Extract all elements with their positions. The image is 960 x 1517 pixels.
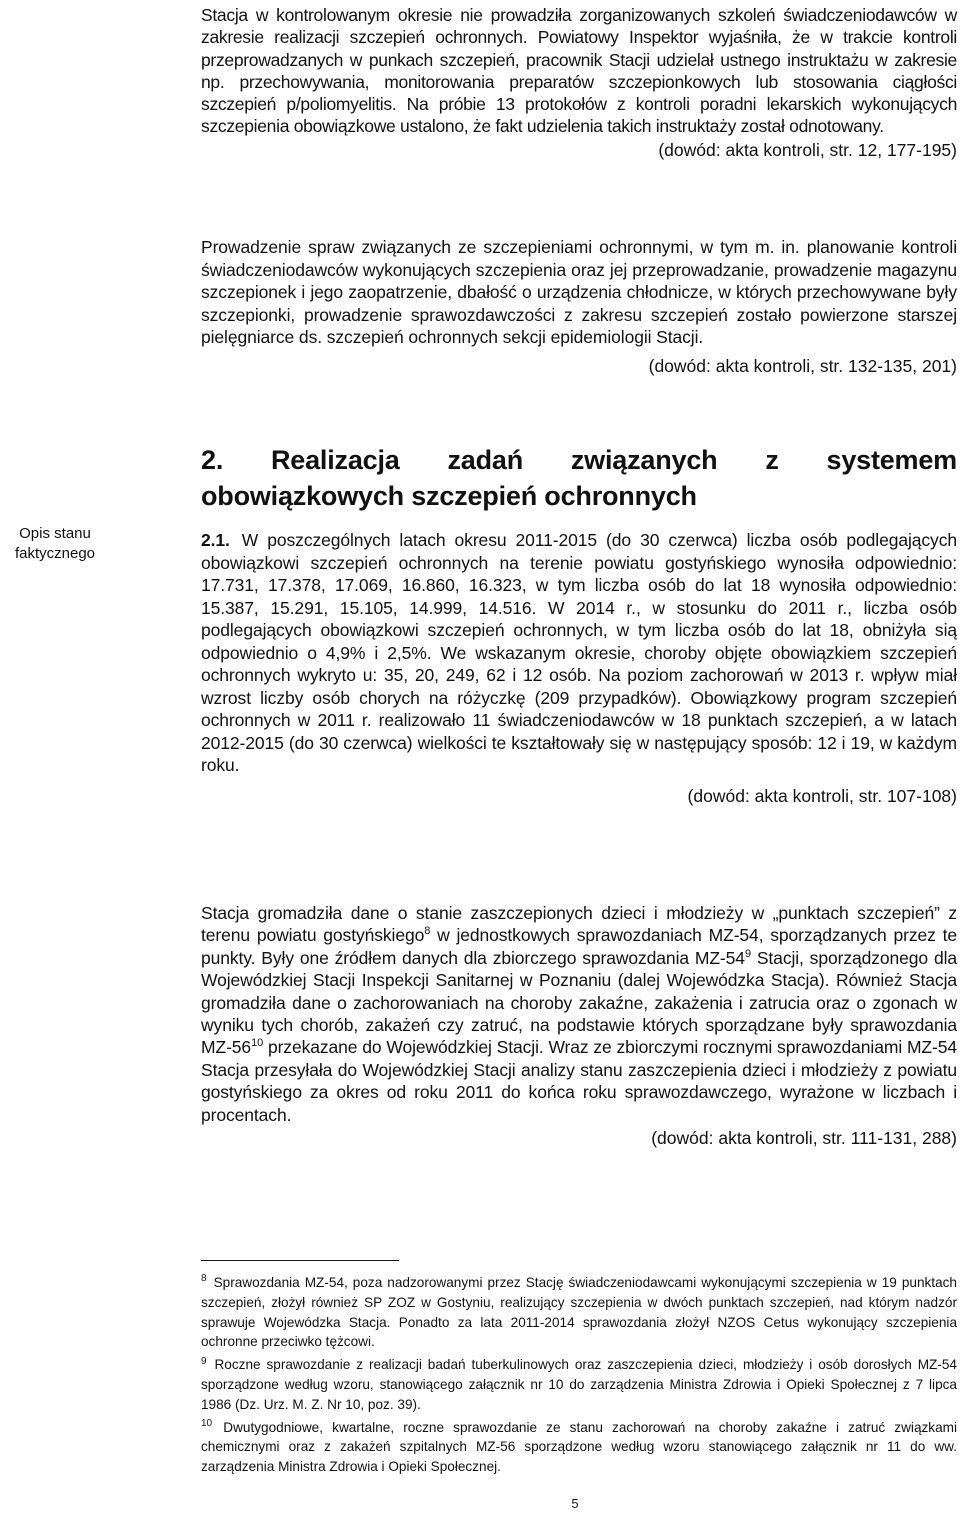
paragraph-body: W poszczególnych latach okresu 2011-2015 (do 30 czerwca) liczba osób podlegających obowiązkowi szczepień ochronnych na terenie powiatu gostyńskiego wynosiła odpowiednio: 17.731, 17.378, 17.069, 16.860, 16.323, w tym liczba osób do lat 18 wynosiła odpowiednio: 15.387, 15.291, 15.105, 14.999, 14.516. W 2014 r., w stosunku do 2011 r., liczba osób podlegających obowiązkowi szczepień ochronnych, w tym liczba osób do lat 18, obniżyła sią odpowiednio o 4,9% i 2,5%. We wskazanym okresie, choroby objęte obowiązkiem szczepień ochronnych wykryto u: 35, 20, 249, 62 i 12 osób. Na poziom zachorowań w 2013 r. wpływ miał wzrost liczby osób chorych na różyczkę (209 przypadków). Obowiązkowy program szczepień ochronnych w 2011 r. realizowało 11 świadczeniodawców w 18 punktach szczepień, a w latach 2012-2015 (do 30 czerwca) wielkości te kształtowały się w następujący sposób: 12 i 19, w każdym roku. xyxy=(201,530,957,775)
footnote-number: 8 xyxy=(201,1273,207,1285)
evidence-reference: (dowód: akta kontroli, str. 111-131, 288) xyxy=(651,1128,957,1149)
footnote-ref-8[interactable]: 8 xyxy=(424,925,431,938)
footnote-number: 9 xyxy=(201,1355,207,1367)
footnote-ref-10[interactable]: 10 xyxy=(251,1037,264,1050)
evidence-reference: (dowód: akta kontroli, str. 107-108) xyxy=(687,785,957,806)
footnote-text: Sprawozdania MZ-54, poza nadzorowanymi przez Stację świadczeniodawcami wykonującymi szczepienia w 19 punktach szczepień, złożył również SP ZOZ w Gostyniu, realizujący szczepienia w dwóch punktach szczepień, nad którym nadzór sprawuje Wojewódzka Stacja. Ponadto za lata 2011-2014 sprawozdania złożył NZOS Cetus wykonujący szczepienia ochronne przeciwko tężcowi. xyxy=(201,1275,957,1350)
sidebar-label xyxy=(0,524,110,564)
footnote-8 xyxy=(201,1273,957,1352)
section-heading-line2: obowiązkowych szczepień ochronnych xyxy=(201,481,697,511)
footnote-ref-9[interactable]: 9 xyxy=(744,947,751,960)
footnote-9 xyxy=(201,1355,957,1414)
footnote-separator xyxy=(201,1260,399,1261)
sidebar-label-line2: faktycznego xyxy=(14,545,96,562)
evidence-reference: (dowód: akta kontroli, str. 12, 177-195) xyxy=(658,139,957,160)
page-number: 5 xyxy=(571,1496,579,1511)
paragraph-part: Stacja gromadziła dane o stanie zaszczepionych dzieci i młodzieży w „punktach szczepień” z terenu powiatu gostyńskiego xyxy=(201,903,957,946)
paragraph-text xyxy=(201,529,957,777)
section-heading-block xyxy=(201,442,957,514)
paragraph-statistics xyxy=(201,529,957,807)
paragraph-text: Prowadzenie spraw związanych ze szczepieniami ochronnymi, w tym m. in. planowanie kontroli świadczeniodawców wykonujących szczepienia oraz jej przeprowadzanie, prowadzenie magazynu szczepionek i jego zaopatrzenie, dbałość o urządzenia chłodnicze, w których przechowywane były szczepionki, prowadzenie sprawozdawczości z zakresu szczepień zostało powierzone starszej pielęgniarce ds. szczepień ochronnych sekcji epidemiologii Stacji. xyxy=(201,237,957,348)
footnote-text: Roczne sprawozdanie z realizacji badań tuberkulinowych oraz zaszczepienia dzieci, młodzieży i osób dorosłych MZ-54 sporządzone według wzoru, stanowiącego załącznik nr 10 do zarządzenia Ministra Zdrowia i Opieki Społecznej z 7 lipca 1986 (Dz. Urz. M. Z. Nr 10, poz. 39). xyxy=(201,1357,957,1412)
paragraph-part: przekazane do Wojewódzkiej Stacji. Wraz ze zbiorczymi rocznymi sprawozdaniami MZ-54 Stacja przesyłała do Wojewódzkiej Stacji analizy stanu zaszczepienia dzieci i młodzieży z powiatu gostyńskiego za okres od roku 2011 do końca roku sprawozdawczego, wyrażone w liczbach i procentach. xyxy=(201,1037,957,1125)
paragraph-reporting xyxy=(201,902,957,1149)
paragraph-part: Stacji, sporządzonego dla Wojewódzkiej Stacji Inspekcji Sanitarnej w Poznaniu (dalej Wojewódzka Stacja). Również Stacja gromadziła dane o zachorowaniach na choroby zakaźne, zakażenia i zatrucia oraz o zgonach w wyniku tych chorób, zakażeń czy zatruć, na podstawie których sporządzane były sprawozdania MZ-56 xyxy=(201,947,957,1058)
sidebar-label-line1: Opis stanu xyxy=(19,525,91,542)
section-heading xyxy=(201,442,957,514)
paragraph-number: 2.1. xyxy=(201,530,230,550)
paragraph-part: w jednostkowych sprawozdaniach MZ-54, sporządzanych przez te punkty. Były one źródłem danych dla zbiorczego sprawozdania MZ-54 xyxy=(201,925,958,968)
paragraph-training xyxy=(201,4,957,161)
evidence-reference: (dowód: akta kontroli, str. 132-135, 201) xyxy=(648,355,957,376)
footnote-text: Dwutygodniowe, kwartalne, roczne sprawozdanie ze stanu zachorowań na choroby zakaźne i zatruć związkami chemicznymi oraz z zakażeń szpitalnych MZ-56 sporządzone według wzoru stanowiącego załącznik nr 11 do ww. zarządzenia Ministra Zdrowia i Opieki Społecznej. xyxy=(201,1419,958,1475)
paragraph-text: Stacja w kontrolowanym okresie nie prowadziła zorganizowanych szkoleń świadczeniodawców w zakresie realizacji szczepień ochronnych. Powiatowy Inspektor wyjaśniła, że w trakcie kontroli przeprowadzanych w punkach szczepień, pracownik Stacji udzielał ustnego instruktażu w zakresie np. przechowywania, monitorowania preparatów szczepionkowych lub stosowania ciągłości szczepień p/poliomyelitis. Na próbie 13 protokołów z kontroli poradni lekarskich wykonujących szczepienia obowiązkowe ustalono, że fakt udzielenia takich instruktaży został odnotowany. xyxy=(201,5,957,137)
footnote-10 xyxy=(201,1418,957,1477)
paragraph-text xyxy=(201,902,957,1126)
paragraph-vaccination-management xyxy=(201,236,957,377)
footnotes xyxy=(201,1273,957,1480)
footnote-number: 10 xyxy=(201,1418,213,1430)
section-heading-line1: 2. Realizacja zadań związanych z systemem xyxy=(201,445,957,475)
